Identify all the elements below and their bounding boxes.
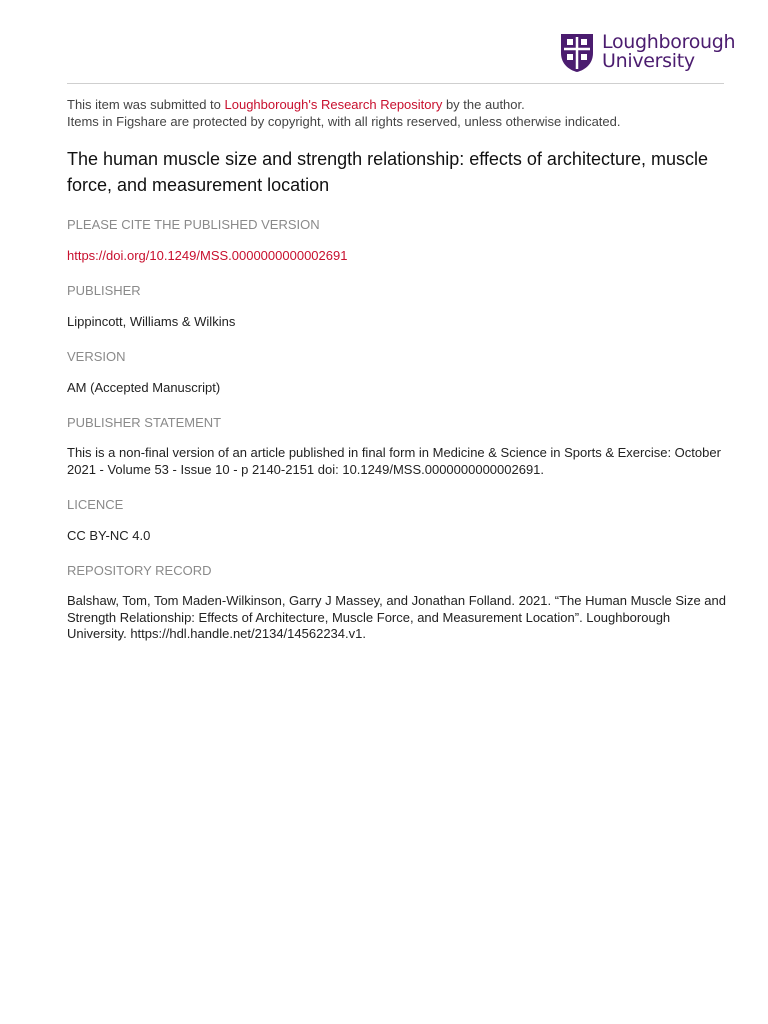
version-value: AM (Accepted Manuscript) [67, 380, 221, 395]
licence-label: LICENCE [67, 497, 124, 512]
header-divider [67, 83, 724, 84]
notice-prefix: This item was submitted to [67, 97, 225, 112]
cite-label: PLEASE CITE THE PUBLISHED VERSION [67, 217, 320, 232]
statement-value: This is a non-final version of an article published in final form in Medicine & Science in Sports & Exercise: October 2021 - Volume 53 - Issue 10 - p 2140-2151 doi: 10.1249/MSS.0000000000002691. [67, 445, 721, 477]
record-label: REPOSITORY RECORD [67, 563, 212, 578]
repository-link[interactable]: Loughborough's Research Repository [224, 97, 443, 112]
record-value: Balshaw, Tom, Tom Maden-Wilkinson, Garry J Massey, and Jonathan Folland. 2021. “The Human Muscle Size and Strength Relationship: Effects of Architecture, Muscle Force, and Measurement Location”. Loughborough University. https://hdl.handle.net/2134/14562234.v1. [67, 593, 726, 641]
logo-line-1: Loughborough [602, 31, 736, 53]
logo-line-2: University [602, 50, 695, 72]
doi-link[interactable]: https://doi.org/10.1249/MSS.0000000000002691 [67, 248, 348, 263]
university-wordmark [602, 33, 735, 71]
university-shield-icon [560, 33, 594, 73]
submission-notice [67, 96, 727, 130]
university-logo [560, 33, 735, 73]
statement-label: PUBLISHER STATEMENT [67, 415, 222, 430]
licence-value: CC BY-NC 4.0 [67, 528, 151, 543]
notice-suffix: by the author. [442, 97, 525, 112]
notice-line-1 [67, 96, 727, 113]
version-label: VERSION [67, 349, 126, 364]
publisher-value: Lippincott, Williams & Wilkins [67, 314, 236, 329]
notice-line-2: Items in Figshare are protected by copyright, with all rights reserved, unless otherwise indicated. [67, 114, 621, 129]
paper-title: The human muscle size and strength relationship: effects of architecture, muscle force, and measurement location [67, 149, 708, 195]
cover-content [67, 96, 727, 643]
publisher-label: PUBLISHER [67, 283, 141, 298]
